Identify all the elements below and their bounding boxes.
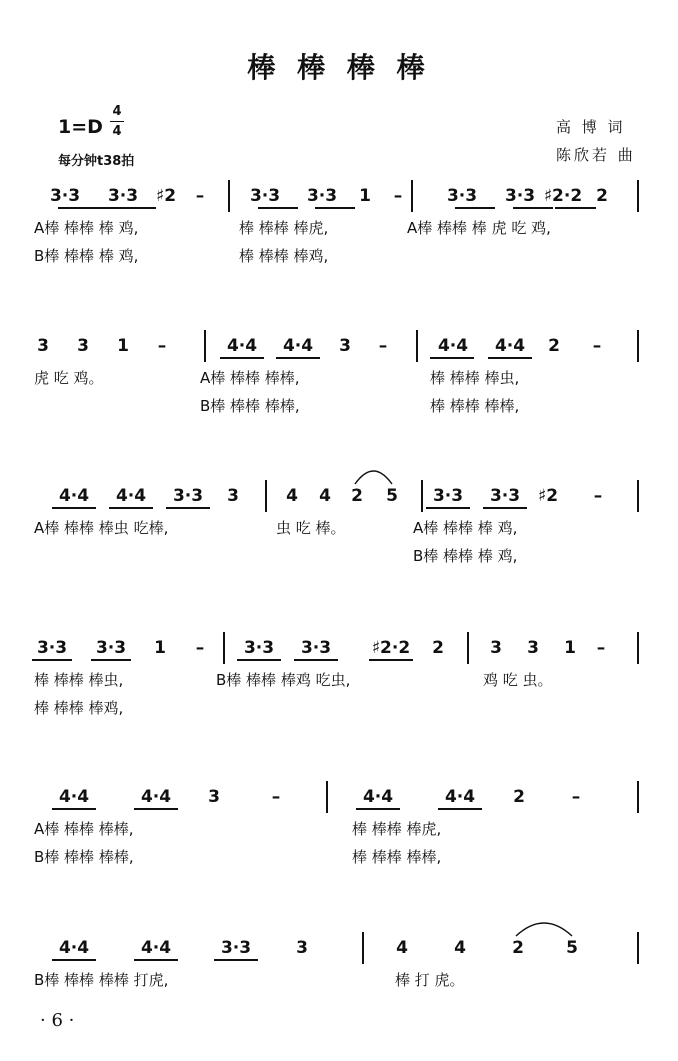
note: 1 (564, 638, 576, 658)
beam-underline (555, 207, 596, 209)
note: 3 (37, 336, 49, 356)
bar-line (637, 480, 639, 512)
note: 4 (454, 938, 466, 958)
lyricist-credit: 高 博 词 (556, 118, 626, 136)
lyric-line: B棒 棒棒 棒鸡 吃虫, (216, 671, 351, 689)
beam-underline (483, 507, 527, 509)
note: 4·4 (437, 336, 469, 356)
song-title: 棒 棒 棒 棒 (247, 51, 431, 84)
note: 2 (351, 486, 363, 506)
bar-line (326, 781, 328, 813)
dash-note: – (592, 336, 602, 356)
time-signature-bottom: 4 (112, 124, 122, 139)
lyric-line: B棒 棒棒 棒棒, (200, 397, 300, 415)
note: 3·3 (243, 638, 275, 658)
note: 4 (319, 486, 331, 506)
lyric-line: 棒 棒棒 棒虫, (34, 671, 124, 689)
note: 4·4 (226, 336, 258, 356)
note: 3·3 (446, 186, 478, 206)
note: 3·3 (489, 486, 521, 506)
bar-line (637, 632, 639, 664)
beam-underline (52, 959, 96, 961)
slur (350, 464, 397, 486)
dash-note: – (195, 638, 205, 658)
note: 2 (548, 336, 560, 356)
bar-line (228, 180, 230, 212)
lyric-line: B棒 棒棒 棒棒, (34, 848, 134, 866)
lyric-line: 棒 打 虎。 (395, 971, 465, 989)
note: 1 (154, 638, 166, 658)
lyric-line: A棒 棒棒 棒虫 吃棒, (34, 519, 169, 537)
lyric-line: 棒 棒棒 棒虎, (352, 820, 442, 838)
beam-underline (455, 207, 495, 209)
beam-underline (276, 357, 320, 359)
bar-line (637, 932, 639, 964)
beam-underline (430, 357, 474, 359)
note: 3 (227, 486, 239, 506)
note: ♯2·2 (371, 638, 411, 658)
note: 3·3 (220, 938, 252, 958)
lyric-line: 棒 棒棒 棒棒, (430, 397, 520, 415)
note: 3·3 (36, 638, 68, 658)
beam-underline (214, 959, 258, 961)
lyric-line: 棒 棒棒 棒棒, (352, 848, 442, 866)
lyric-line: A棒 棒棒 棒 鸡, (34, 219, 139, 237)
slur (511, 916, 577, 938)
note: 3·3 (249, 186, 281, 206)
beam-underline (52, 507, 96, 509)
composer-credit: 陈欣若 曲 (556, 146, 636, 164)
bar-line (421, 480, 423, 512)
note: 3·3 (504, 186, 536, 206)
bar-line (411, 180, 413, 212)
note: 4·4 (58, 486, 90, 506)
bar-line (467, 632, 469, 664)
note: 1 (117, 336, 129, 356)
dash-note: – (571, 787, 581, 807)
lyric-line: B棒 棒棒 棒 鸡, (413, 547, 518, 565)
lyric-line: B棒 棒棒 棒棒 打虎, (34, 971, 169, 989)
dash-note: – (393, 186, 403, 206)
beam-underline (438, 808, 482, 810)
lyric-line: A棒 棒棒 棒 鸡, (413, 519, 518, 537)
dash-note: – (378, 336, 388, 356)
note: 2 (512, 938, 524, 958)
beam-underline (134, 959, 178, 961)
note: 4·4 (494, 336, 526, 356)
note: 3·3 (49, 186, 81, 206)
beam-underline (116, 207, 156, 209)
bar-line (223, 632, 225, 664)
page-number: · 6 · (40, 1010, 75, 1031)
note: 3·3 (432, 486, 464, 506)
dash-note: – (195, 186, 205, 206)
tempo-marking: 每分钟t38拍 (58, 154, 135, 169)
note: 4·4 (58, 787, 90, 807)
dash-note: – (593, 486, 603, 506)
note: 4·4 (140, 787, 172, 807)
note: 4 (286, 486, 298, 506)
note: 4·4 (444, 787, 476, 807)
note: 2 (432, 638, 444, 658)
dash-note: – (271, 787, 281, 807)
note: 2 (596, 186, 608, 206)
beam-underline (91, 659, 131, 661)
lyric-line: 棒 棒棒 棒鸡, (239, 247, 329, 265)
note: 3 (296, 938, 308, 958)
note: 1 (359, 186, 371, 206)
time-signature (110, 104, 124, 139)
dash-note: – (596, 638, 606, 658)
note: 3 (77, 336, 89, 356)
note: 3·3 (95, 638, 127, 658)
lyric-line: 虫 吃 棒。 (276, 519, 346, 537)
bar-line (362, 932, 364, 964)
time-signature-top: 4 (112, 104, 122, 119)
lyric-line: A棒 棒棒 棒棒, (200, 369, 300, 387)
note: 4 (396, 938, 408, 958)
beam-underline (315, 207, 355, 209)
bar-line (637, 781, 639, 813)
beam-underline (371, 659, 413, 661)
note: 2 (513, 787, 525, 807)
note: 4·4 (58, 938, 90, 958)
note: 3·3 (107, 186, 139, 206)
bar-line (265, 480, 267, 512)
bar-line (637, 330, 639, 362)
note: 4·4 (140, 938, 172, 958)
note: 3 (208, 787, 220, 807)
note: 3 (527, 638, 539, 658)
note: 3·3 (300, 638, 332, 658)
note: 4·4 (362, 787, 394, 807)
note: 4·4 (115, 486, 147, 506)
note: 5 (386, 486, 398, 506)
beam-underline (109, 507, 153, 509)
bar-line (637, 180, 639, 212)
beam-underline (426, 507, 470, 509)
beam-underline (513, 207, 553, 209)
beam-underline (294, 659, 338, 661)
time-signature-line (110, 121, 124, 122)
dash-note: – (157, 336, 167, 356)
note: ♯2 (155, 186, 177, 206)
lyric-line: 虎 吃 鸡。 (34, 369, 104, 387)
note: 3 (490, 638, 502, 658)
beam-underline (52, 808, 96, 810)
note: 3·3 (306, 186, 338, 206)
beam-underline (258, 207, 298, 209)
lyric-line: B棒 棒棒 棒 鸡, (34, 247, 139, 265)
lyric-line: 鸡 吃 虫。 (483, 671, 553, 689)
lyric-line: A棒 棒棒 棒 虎 吃 鸡, (407, 219, 551, 237)
note: 4·4 (282, 336, 314, 356)
note: 5 (566, 938, 578, 958)
beam-underline (356, 808, 400, 810)
lyric-line: A棒 棒棒 棒棒, (34, 820, 134, 838)
beam-underline (32, 659, 72, 661)
beam-underline (166, 507, 210, 509)
note: ♯2 (537, 486, 559, 506)
bar-line (416, 330, 418, 362)
beam-underline (488, 357, 532, 359)
lyric-line: 棒 棒棒 棒鸡, (34, 699, 124, 717)
beam-underline (220, 357, 264, 359)
lyric-line: 棒 棒棒 棒虎, (239, 219, 329, 237)
beam-underline (134, 808, 178, 810)
bar-line (204, 330, 206, 362)
key-signature: 1=D (58, 116, 103, 138)
note: ♯2·2 (543, 186, 583, 206)
beam-underline (237, 659, 281, 661)
lyric-line: 棒 棒棒 棒虫, (430, 369, 520, 387)
note: 3·3 (172, 486, 204, 506)
note: 3 (339, 336, 351, 356)
